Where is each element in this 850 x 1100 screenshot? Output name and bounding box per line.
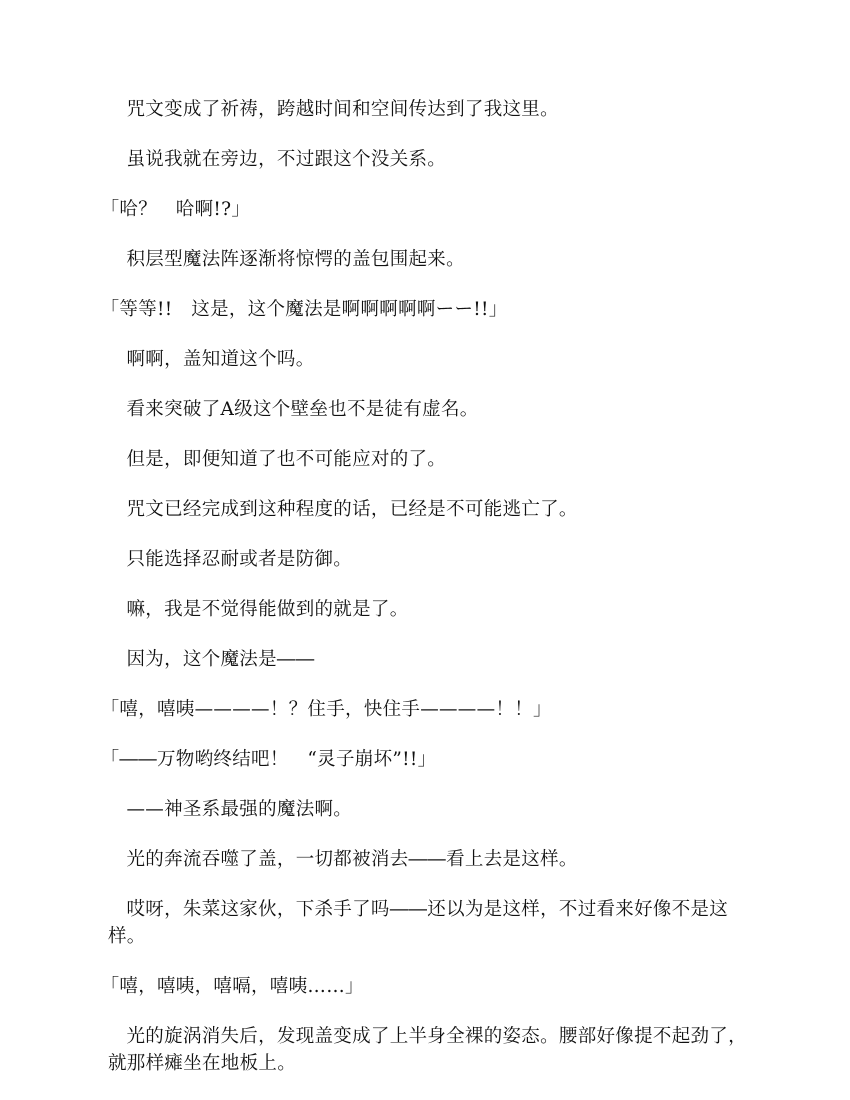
paragraph: 咒文变成了祈祷，跨越时间和空间传达到了我这里。 [126, 99, 559, 120]
paragraph: ——神圣系最强的魔法啊。 [126, 799, 353, 820]
paragraph: 咒文已经完成到这种程度的话，已经是不可能逃亡了。 [126, 499, 578, 520]
paragraph: 光的奔流吞噬了盖，一切都被消去――看上去是这样。 [126, 849, 578, 870]
dialogue-line: 「嘻，嘻咦，嘻嗝，嘻咦……」 [100, 976, 364, 997]
paragraph: 但是，即便知道了也不可能应对的了。 [126, 449, 447, 470]
paragraph: 光的旋涡消失后，发现盖变成了上半身全裸的姿态。腰部好像提不起劲了，就那样瘫坐在地板上。 [108, 1026, 747, 1074]
paragraph: 哎呀，朱菜这家伙，下杀手了吗――还以为是这样，不过看来好像不是这样。 [108, 899, 729, 947]
dialogue-line: 「嘻，嘻咦————！？住手，快住手————！！」 [100, 699, 552, 720]
paragraph: 嘛，我是不觉得能做到的就是了。 [126, 599, 409, 620]
paragraph: 啊啊，盖知道这个吗。 [126, 349, 315, 370]
dialogue-line: 「――万物哟终结吧！ “灵子崩坏”!!」 [100, 749, 437, 770]
dialogue-line: 「等等!! 这是，这个魔法是啊啊啊啊啊ーー!!」 [100, 299, 508, 320]
paragraph: 因为，这个魔法是―― [126, 649, 315, 670]
paragraph: 虽说我就在旁边，不过跟这个没关系。 [126, 149, 447, 170]
paragraph: 看来突破了A级这个壁垒也不是徒有虚名。 [126, 399, 479, 420]
paragraph: 只能选择忍耐或者是防御。 [126, 549, 353, 570]
paragraph: 积层型魔法阵逐渐将惊愕的盖包围起来。 [126, 249, 465, 270]
dialogue-line: 「哈？ 哈啊!?」 [100, 199, 251, 220]
